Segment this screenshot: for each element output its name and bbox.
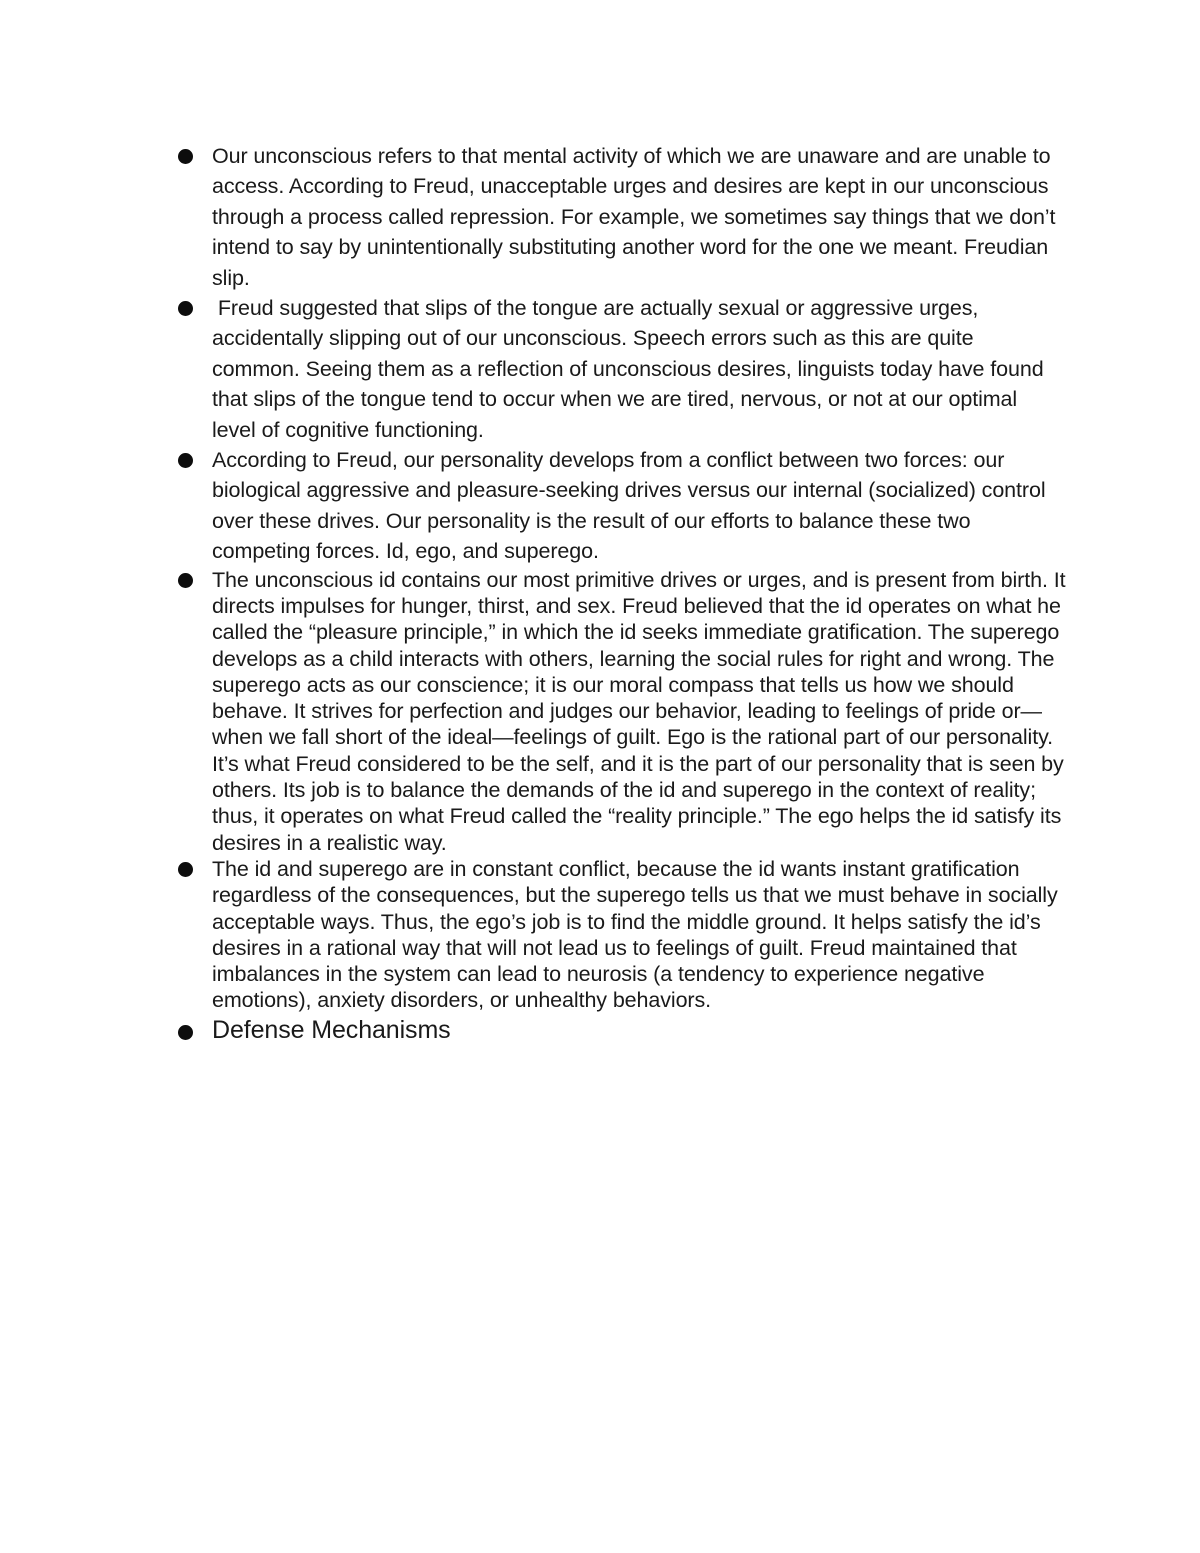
bullet-text: According to Freud, our personality develops from a conflict between two forces: our biological aggressive and pleasure-seeking drives versus our internal (socialized) control over these drives. Our personality is the result of our efforts to balance these two competing forces. Id, ego, and superego. xyxy=(212,448,1046,564)
bullet-item-id-ego-superego xyxy=(176,567,1066,856)
bullet-dot-icon xyxy=(178,453,193,468)
bullet-item-unconscious xyxy=(176,141,1066,293)
section-heading: Defense Mechanisms xyxy=(212,1015,451,1044)
bullet-text: The unconscious id contains our most primitive drives or urges, and is present from birth. It directs impulses for hunger, thirst, and sex. Freud believed that the id operates on what he called the “pleasure principle,” in which the id seeks immediate gratification. The superego develops as a child interacts with others, learning the social rules for right and wrong. The superego acts as our conscience; it is our moral compass that tells us how we should behave. It strives for perfection and judges our behavior, leading to feelings of pride or—when we fall short of the ideal—feelings of guilt. Ego is the rational part of our personality. It’s what Freud considered to be the self, and it is the part of our personality that is seen by others. Its job is to balance the demands of the id and superego in the context of reality; thus, it operates on what Freud called the “reality principle.” The ego helps the id satisfy its desires in a realistic way. xyxy=(212,567,1066,855)
bullet-item-defense-mechanisms xyxy=(176,1015,1066,1045)
bullet-item-constant-conflict xyxy=(176,856,1066,1014)
bullet-dot-icon xyxy=(178,573,193,588)
bullet-text: Freud suggested that slips of the tongue are actually sexual or aggressive urges, accidentally slipping out of our unconscious. Speech errors such as this are quite common. Seeing them as a reflection of unconscious desires, linguists today have found that slips of the tongue tend to occur when we are tired, nervous, or not at our optimal level of cognitive functioning. xyxy=(212,296,1050,442)
bullet-dot-icon xyxy=(178,301,193,316)
bullet-list xyxy=(176,141,1066,1045)
bullet-item-personality-conflict xyxy=(176,445,1066,567)
bullet-dot-icon xyxy=(178,149,193,164)
bullet-text: Our unconscious refers to that mental activity of which we are unaware and are unable to access. According to Freud, unacceptable urges and desires are kept in our unconscious through a process called repression. For example, we sometimes say things that we don’t intend to say by unintentionally substituting another word for the one we meant. Freudian slip. xyxy=(212,144,1056,290)
bullet-text: The id and superego are in constant conflict, because the id wants instant gratification regardless of the consequences, but the superego tells us that we must behave in socially acceptable ways. Thus, the ego’s job is to find the middle ground. It helps satisfy the id’s desires in a rational way that will not lead us to feelings of guilt. Freud maintained that imbalances in the system can lead to neurosis (a tendency to experience negative emotions), anxiety disorders, or unhealthy behaviors. xyxy=(212,856,1058,1013)
bullet-dot-icon xyxy=(178,1025,193,1040)
bullet-dot-icon xyxy=(178,862,193,877)
bullet-item-slips-of-tongue xyxy=(176,293,1066,445)
